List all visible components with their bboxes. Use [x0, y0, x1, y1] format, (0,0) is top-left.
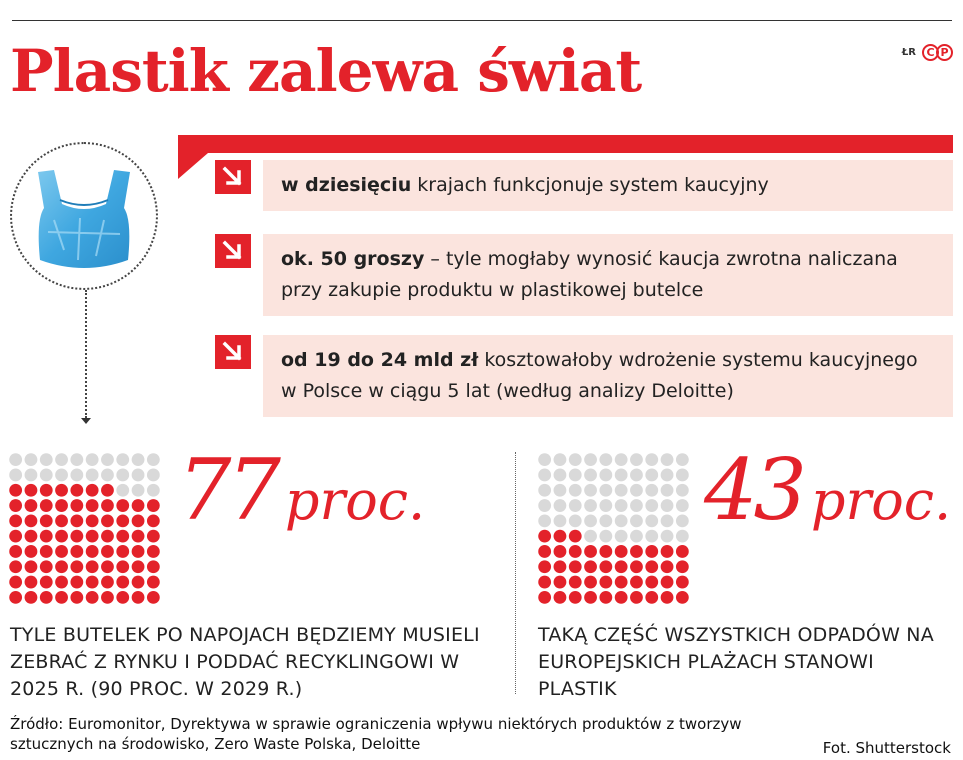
dot-empty [132, 469, 145, 482]
dot-empty [584, 514, 597, 527]
dot-empty [615, 484, 628, 497]
dot-filled [116, 560, 129, 573]
dot-grid-svg [537, 452, 690, 605]
dot-empty [70, 469, 83, 482]
dot-empty [55, 469, 68, 482]
arrow-down-right-icon [215, 335, 251, 369]
dot-empty [661, 499, 674, 512]
dot-filled [116, 514, 129, 527]
dot-filled [147, 514, 160, 527]
dot-filled [599, 560, 612, 573]
dot-filled [569, 560, 582, 573]
fact-body: – tyle mogłaby wynosić kaucja zwrotna naliczana przy zakupie produktu w plastikowej butelce [281, 248, 898, 301]
dot-filled [25, 514, 38, 527]
dot-grid-svg [8, 452, 161, 605]
dot-filled [132, 591, 145, 604]
dot-empty [599, 499, 612, 512]
dot-filled [661, 560, 674, 573]
dot-empty [147, 453, 160, 466]
dot-filled [569, 591, 582, 604]
dot-filled [86, 514, 99, 527]
stat-caption: TYLE BUTELEK PO NAPOJACH BĘDZIEMY MUSIELI ZEBRAĆ Z RYNKU I PODDAĆ RECYKLINGOWI W 2025 R. (90 PROC. W 2029 R.) [10, 624, 480, 700]
dot-filled [55, 530, 68, 543]
dot-empty [554, 469, 567, 482]
stat-value: 77 [178, 441, 277, 539]
dot-empty [676, 469, 689, 482]
dot-filled [9, 560, 22, 573]
dot-filled [538, 530, 551, 543]
dot-empty [645, 514, 658, 527]
dot-filled [86, 484, 99, 497]
dot-empty [676, 453, 689, 466]
dot-empty [645, 469, 658, 482]
dot-filled [676, 545, 689, 558]
dot-filled [55, 514, 68, 527]
fact-highlight: w dziesięciu [281, 174, 412, 196]
dot-filled [101, 560, 114, 573]
dot-empty [538, 514, 551, 527]
dot-filled [132, 560, 145, 573]
dot-empty [538, 469, 551, 482]
dot-filled [538, 591, 551, 604]
dot-empty [538, 453, 551, 466]
dot-filled [9, 514, 22, 527]
dot-empty [147, 484, 160, 497]
dot-empty [615, 530, 628, 543]
dot-empty [676, 514, 689, 527]
dot-filled [101, 576, 114, 589]
dot-empty [554, 453, 567, 466]
dot-filled [676, 576, 689, 589]
top-rule [12, 20, 952, 21]
dot-empty [615, 514, 628, 527]
dot-filled [584, 591, 597, 604]
dot-empty [116, 484, 129, 497]
dot-empty [676, 530, 689, 543]
fact-text [263, 234, 953, 316]
dot-empty [569, 514, 582, 527]
dot-filled [25, 576, 38, 589]
dot-filled [55, 576, 68, 589]
dot-filled [55, 545, 68, 558]
dot-filled [132, 545, 145, 558]
dot-filled [554, 545, 567, 558]
dot-empty [615, 499, 628, 512]
fact-highlight: od 19 do 24 mld zł [281, 349, 479, 371]
dot-empty [584, 499, 597, 512]
page-title: Plastik zalewa świat [10, 37, 642, 105]
dot-filled [70, 545, 83, 558]
bag-connector-line [85, 290, 87, 418]
dot-grid-77 [8, 452, 161, 605]
stats-divider [515, 452, 516, 694]
dot-filled [86, 499, 99, 512]
dot-empty [584, 469, 597, 482]
dot-filled [101, 514, 114, 527]
dot-empty [630, 530, 643, 543]
cp-logo-c: C [922, 44, 939, 61]
dot-filled [25, 530, 38, 543]
plastic-bag-image [24, 160, 144, 280]
dot-empty [599, 453, 612, 466]
dot-filled [86, 560, 99, 573]
source-note: Źródło: Euromonitor, Dyrektywa w sprawie ograniczenia wpływu niektórych produktów z tworzyw sztucznych na środowisko, Zero Waste Polska, Deloitte [10, 715, 742, 753]
dot-filled [569, 530, 582, 543]
dot-empty [554, 514, 567, 527]
dot-empty [661, 469, 674, 482]
dot-filled [101, 499, 114, 512]
dot-filled [70, 499, 83, 512]
dot-filled [645, 591, 658, 604]
stat-value: 43 [704, 441, 803, 539]
dot-filled [569, 545, 582, 558]
dot-filled [569, 576, 582, 589]
dot-empty [584, 484, 597, 497]
dot-empty [25, 469, 38, 482]
dot-filled [676, 591, 689, 604]
dot-filled [645, 560, 658, 573]
dot-filled [70, 530, 83, 543]
dot-filled [584, 545, 597, 558]
dot-filled [630, 560, 643, 573]
dot-empty [538, 499, 551, 512]
dot-filled [116, 530, 129, 543]
dot-filled [615, 560, 628, 573]
dot-empty [599, 530, 612, 543]
fact-highlight: ok. 50 groszy [281, 248, 425, 270]
dot-filled [147, 530, 160, 543]
dot-filled [147, 560, 160, 573]
dot-filled [116, 545, 129, 558]
dot-empty [645, 499, 658, 512]
dot-filled [554, 576, 567, 589]
dot-empty [630, 453, 643, 466]
dot-filled [599, 591, 612, 604]
dot-empty [661, 484, 674, 497]
dot-filled [55, 499, 68, 512]
dot-filled [55, 591, 68, 604]
dot-filled [40, 530, 53, 543]
credit-block [902, 44, 953, 61]
dot-empty [569, 469, 582, 482]
dot-filled [538, 576, 551, 589]
dot-filled [70, 484, 83, 497]
dot-filled [554, 591, 567, 604]
dot-empty [554, 484, 567, 497]
dot-empty [70, 453, 83, 466]
dot-filled [9, 499, 22, 512]
dot-filled [86, 591, 99, 604]
dot-empty [645, 484, 658, 497]
dot-filled [615, 545, 628, 558]
dot-filled [40, 545, 53, 558]
fact-text [263, 335, 953, 417]
facts-header-notch [178, 153, 208, 179]
dot-empty [676, 484, 689, 497]
stat-number-77 [178, 441, 426, 539]
dot-empty [40, 469, 53, 482]
dot-empty [630, 499, 643, 512]
dot-empty [569, 484, 582, 497]
dot-empty [116, 453, 129, 466]
dot-empty [630, 514, 643, 527]
dot-filled [25, 499, 38, 512]
dot-filled [101, 591, 114, 604]
dot-filled [9, 545, 22, 558]
dot-filled [40, 484, 53, 497]
dot-filled [584, 576, 597, 589]
dot-filled [584, 560, 597, 573]
dot-empty [630, 484, 643, 497]
dot-empty [599, 484, 612, 497]
dot-empty [569, 453, 582, 466]
dot-filled [25, 560, 38, 573]
dot-empty [25, 453, 38, 466]
fact-body: krajach funkcjonuje system kaucyjny [417, 174, 769, 196]
dot-filled [9, 484, 22, 497]
dot-filled [599, 545, 612, 558]
dot-filled [86, 576, 99, 589]
dot-empty [676, 499, 689, 512]
dot-empty [584, 530, 597, 543]
dot-filled [70, 560, 83, 573]
dot-empty [661, 453, 674, 466]
photo-credit: Fot. Shutterstock [822, 739, 951, 757]
dot-filled [9, 530, 22, 543]
dot-filled [40, 560, 53, 573]
dot-filled [538, 560, 551, 573]
dot-grid-43 [537, 452, 690, 605]
dot-empty [645, 530, 658, 543]
dot-filled [116, 576, 129, 589]
dot-filled [615, 576, 628, 589]
dot-filled [70, 591, 83, 604]
bag-connector-arrow [81, 418, 91, 424]
dot-filled [554, 530, 567, 543]
dot-filled [554, 560, 567, 573]
dot-filled [101, 484, 114, 497]
dot-filled [630, 576, 643, 589]
dot-filled [86, 545, 99, 558]
dot-filled [40, 576, 53, 589]
dot-empty [86, 469, 99, 482]
dot-filled [9, 591, 22, 604]
dot-empty [147, 469, 160, 482]
cp-logo [922, 44, 953, 61]
dot-filled [147, 591, 160, 604]
dot-filled [86, 530, 99, 543]
dot-empty [599, 514, 612, 527]
dot-empty [569, 499, 582, 512]
stat-caption: TAKĄ CZĘŚĆ WSZYSTKICH ODPADÓW NA EUROPEJSKICH PLAŻACH STANOWI PLASTIK [538, 624, 934, 700]
arrow-down-right-icon [215, 160, 251, 194]
dot-filled [599, 576, 612, 589]
stat-unit: proc. [810, 469, 952, 532]
dot-empty [9, 453, 22, 466]
dot-empty [55, 453, 68, 466]
dot-filled [661, 545, 674, 558]
fact-body: kosztowałoby wdrożenie systemu kaucyjnego w Polsce w ciągu 5 lat (według analizy Deloitte) [281, 349, 918, 402]
arrow-down-right-icon [215, 234, 251, 268]
dot-filled [676, 560, 689, 573]
dot-filled [40, 499, 53, 512]
dot-filled [661, 576, 674, 589]
dot-empty [132, 453, 145, 466]
dot-filled [538, 545, 551, 558]
dot-filled [9, 576, 22, 589]
dot-filled [40, 591, 53, 604]
fact-text [263, 160, 953, 211]
dot-empty [9, 469, 22, 482]
dot-empty [86, 453, 99, 466]
dot-filled [661, 591, 674, 604]
dot-filled [101, 545, 114, 558]
dot-empty [101, 453, 114, 466]
dot-empty [615, 469, 628, 482]
dot-filled [147, 576, 160, 589]
dot-filled [40, 514, 53, 527]
dot-filled [25, 591, 38, 604]
dot-filled [101, 530, 114, 543]
dot-filled [132, 514, 145, 527]
dot-filled [70, 576, 83, 589]
dot-empty [538, 484, 551, 497]
dot-filled [25, 545, 38, 558]
dot-filled [147, 545, 160, 558]
dot-filled [116, 591, 129, 604]
dot-empty [584, 453, 597, 466]
dot-filled [630, 591, 643, 604]
dot-empty [615, 453, 628, 466]
dot-filled [70, 514, 83, 527]
dot-empty [599, 469, 612, 482]
stat-unit: proc. [284, 469, 426, 532]
dot-filled [132, 530, 145, 543]
dot-filled [25, 484, 38, 497]
author-initials: ŁR [901, 47, 916, 58]
dot-filled [645, 545, 658, 558]
dot-empty [554, 499, 567, 512]
dot-filled [55, 560, 68, 573]
dot-filled [116, 499, 129, 512]
dot-filled [132, 576, 145, 589]
dot-empty [40, 453, 53, 466]
dot-empty [645, 453, 658, 466]
dot-empty [661, 530, 674, 543]
facts-header-bar [178, 135, 953, 153]
dot-filled [615, 591, 628, 604]
cp-logo-p: P [936, 44, 953, 61]
dot-filled [645, 576, 658, 589]
dot-filled [132, 499, 145, 512]
dot-empty [101, 469, 114, 482]
dot-filled [147, 499, 160, 512]
dot-empty [116, 469, 129, 482]
dot-filled [630, 545, 643, 558]
dot-empty [132, 484, 145, 497]
dot-empty [630, 469, 643, 482]
dot-empty [661, 514, 674, 527]
dot-filled [55, 484, 68, 497]
stat-number-43 [704, 441, 952, 539]
